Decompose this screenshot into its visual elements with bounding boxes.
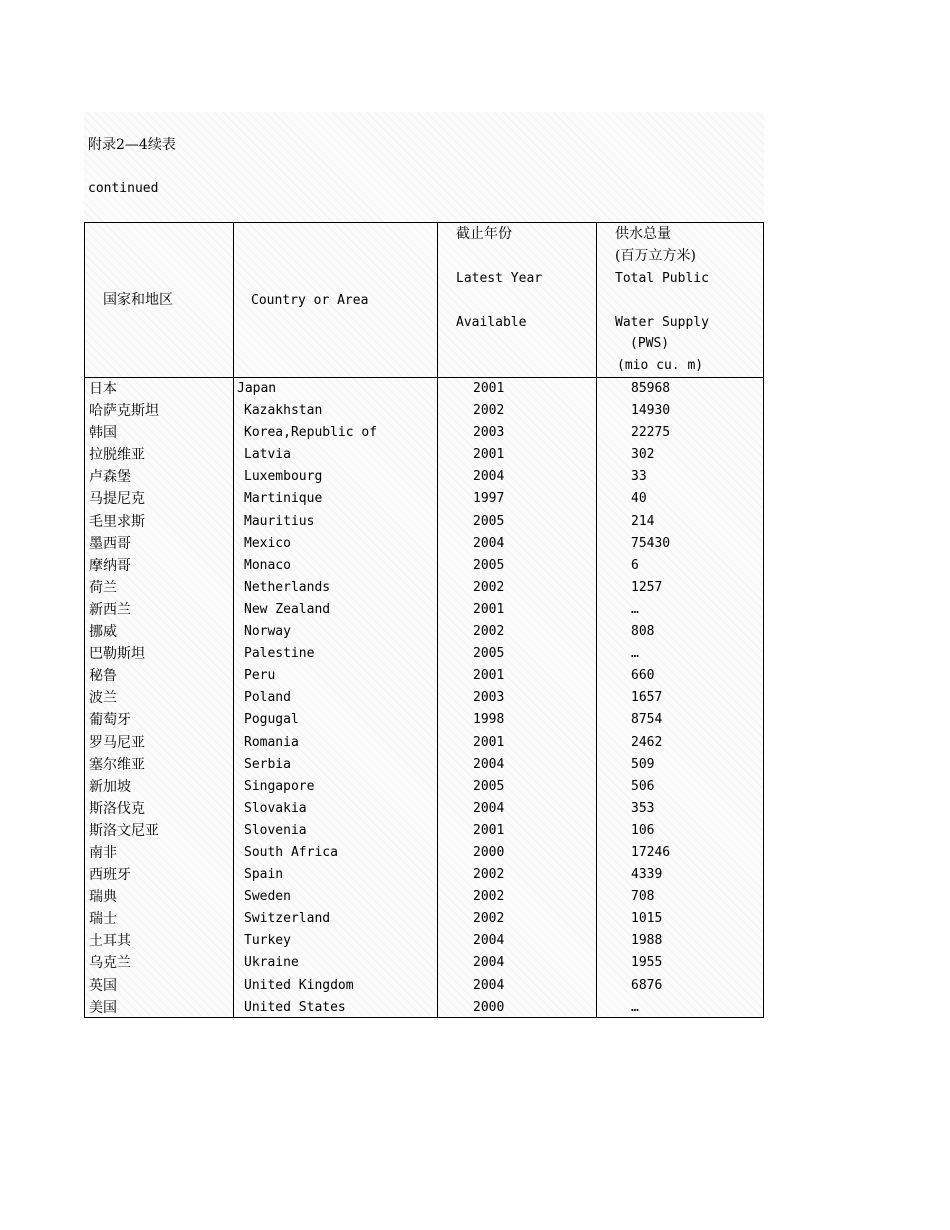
table-caption-en: continued [88, 181, 159, 196]
cell-country-en: Slovenia [244, 822, 307, 838]
cell-country-cn: 摩纳哥 [89, 557, 131, 574]
cell-pws: 85968 [631, 381, 671, 396]
cell-pws: 1257 [631, 579, 663, 595]
cell-country-en: Slovakia [244, 800, 307, 816]
cell-year: 2004 [473, 469, 505, 485]
header-country-cn: 国家和地区 [103, 292, 173, 308]
cell-country-en: Turkey [244, 933, 291, 949]
cell-country-en: Romania [244, 734, 299, 750]
cell-country-cn: 秘鲁 [89, 668, 117, 685]
cell-year: 2002 [473, 403, 505, 419]
cell-pws: 509 [631, 756, 655, 772]
table-row [85, 687, 763, 709]
table-row [85, 511, 763, 533]
cell-country-en: Korea,Republic of [244, 425, 378, 441]
cell-country-cn: 挪威 [89, 624, 117, 641]
cell-year: 2004 [473, 800, 505, 816]
table-row [85, 577, 763, 599]
cell-country-en: Norway [244, 624, 291, 640]
cell-country-en: Sweden [244, 889, 291, 905]
data-table [84, 222, 764, 1018]
cell-year: 2004 [473, 977, 505, 993]
cell-country-en: United Kingdom [244, 977, 354, 993]
cell-pws: 22275 [631, 425, 671, 441]
cell-pws: 106 [631, 822, 655, 838]
cell-pws: 708 [631, 889, 655, 905]
table-row [85, 930, 763, 952]
cell-country-cn: 新西兰 [89, 601, 131, 618]
cell-year: 2003 [473, 690, 505, 706]
cell-year: 2001 [473, 601, 505, 617]
table-caption-cn: 附录2—4续表 [88, 137, 176, 153]
cell-pws: 17246 [631, 844, 671, 860]
cell-year: 2004 [473, 933, 505, 949]
cell-country-en: Poland [244, 690, 291, 706]
cell-year: 2004 [473, 955, 505, 971]
cell-year: 2005 [473, 513, 505, 529]
table-row [85, 533, 763, 555]
cell-country-en: Palestine [244, 646, 315, 662]
cell-pws: 506 [631, 778, 655, 794]
cell-country-cn: 瑞士 [89, 911, 117, 928]
cell-pws: 353 [631, 800, 655, 816]
cell-country-cn: 葡萄牙 [89, 712, 131, 729]
cell-country-cn: 土耳其 [89, 933, 131, 950]
cell-pws: 2462 [631, 734, 663, 750]
table-row [85, 466, 763, 488]
table-row [85, 952, 763, 974]
table-row [85, 842, 763, 864]
table-row [85, 555, 763, 577]
table-body [85, 378, 763, 1019]
cell-pws: … [631, 601, 639, 617]
header-pws-cn-1: 供水总量 [615, 226, 671, 242]
header-year-en-2: Available [456, 315, 527, 330]
cell-year: 2002 [473, 867, 505, 883]
cell-pws: 6876 [631, 977, 663, 993]
cell-country-cn: 西班牙 [89, 867, 131, 884]
cell-country-en: Spain [244, 867, 284, 883]
cell-country-cn: 斯洛伐克 [89, 800, 145, 817]
table-row [85, 643, 763, 665]
header-pws-en-3: (PWS) [630, 336, 670, 351]
cell-year: 1997 [473, 491, 505, 507]
cell-country-en: Peru [244, 668, 276, 684]
table-row [85, 665, 763, 687]
cell-year: 1998 [473, 712, 505, 728]
cell-country-cn: 荷兰 [89, 579, 117, 596]
header-pws-en-4: (mio cu. m) [617, 358, 704, 373]
table-row [85, 599, 763, 621]
cell-pws: 660 [631, 668, 655, 684]
cell-pws: 6 [631, 557, 639, 573]
cell-country-en: Ukraine [244, 955, 299, 971]
cell-country-en: Switzerland [244, 911, 331, 927]
cell-year: 2001 [473, 822, 505, 838]
cell-country-en: Mauritius [244, 513, 315, 529]
cell-country-cn: 英国 [89, 977, 117, 994]
header-pws-cn-2: (百万立方米) [615, 248, 696, 264]
cell-country-en: Kazakhstan [244, 403, 323, 419]
cell-country-cn: 马提尼克 [89, 491, 145, 508]
cell-country-en: Japan [237, 381, 277, 396]
table-row [85, 488, 763, 510]
cell-year: 2004 [473, 535, 505, 551]
cell-year: 2001 [473, 734, 505, 750]
cell-year: 2002 [473, 889, 505, 905]
cell-year: 2005 [473, 778, 505, 794]
header-year-cn: 截止年份 [456, 226, 512, 242]
header-country-en: Country or Area [251, 293, 369, 308]
cell-year: 2001 [473, 381, 505, 396]
cell-year: 2005 [473, 557, 505, 573]
cell-country-en: Serbia [244, 756, 291, 772]
cell-country-cn: 墨西哥 [89, 535, 131, 552]
cell-country-cn: 南非 [89, 844, 117, 861]
cell-pws: 8754 [631, 712, 663, 728]
cell-pws: 1988 [631, 933, 663, 949]
table-row [85, 798, 763, 820]
table-row [85, 997, 763, 1019]
table-row [85, 754, 763, 776]
cell-year: 2000 [473, 999, 505, 1015]
cell-year: 2001 [473, 668, 505, 684]
table-row [85, 975, 763, 997]
table-row [85, 378, 763, 400]
header-year-en-1: Latest Year [456, 271, 543, 286]
table-row [85, 400, 763, 422]
cell-country-en: Monaco [244, 557, 291, 573]
cell-pws: 33 [631, 469, 647, 485]
cell-year: 2002 [473, 911, 505, 927]
cell-year: 2000 [473, 844, 505, 860]
cell-country-cn: 韩国 [89, 425, 117, 442]
cell-country-en: Netherlands [244, 579, 331, 595]
cell-country-en: Martinique [244, 491, 323, 507]
table-row [85, 820, 763, 842]
table-row [85, 908, 763, 930]
cell-country-cn: 卢森堡 [89, 469, 131, 486]
cell-country-cn: 乌克兰 [89, 955, 131, 972]
cell-pws: 1657 [631, 690, 663, 706]
cell-year: 2002 [473, 579, 505, 595]
cell-country-cn: 日本 [89, 381, 117, 397]
cell-country-cn: 塞尔维亚 [89, 756, 145, 773]
cell-country-cn: 拉脱维亚 [89, 447, 145, 464]
cell-country-en: Pogugal [244, 712, 299, 728]
cell-country-en: United States [244, 999, 346, 1015]
table-row [85, 864, 763, 886]
cell-pws: 1955 [631, 955, 663, 971]
cell-country-cn: 巴勒斯坦 [89, 646, 145, 663]
cell-country-cn: 波兰 [89, 690, 117, 707]
cell-country-en: Latvia [244, 447, 291, 463]
cell-pws: … [631, 999, 639, 1015]
table-row [85, 444, 763, 466]
cell-country-en: Singapore [244, 778, 315, 794]
table-row [85, 709, 763, 731]
header-pws-en-2: Water Supply [615, 315, 709, 330]
cell-year: 2005 [473, 646, 505, 662]
table-row [85, 776, 763, 798]
table-row [85, 621, 763, 643]
cell-year: 2003 [473, 425, 505, 441]
cell-pws: 4339 [631, 867, 663, 883]
header-pws-en-1: Total Public [615, 271, 709, 286]
cell-country-en: New Zealand [244, 601, 331, 617]
cell-pws: 1015 [631, 911, 663, 927]
cell-country-cn: 哈萨克斯坦 [89, 403, 159, 420]
cell-country-cn: 斯洛文尼亚 [89, 822, 159, 839]
cell-country-en: Luxembourg [244, 469, 323, 485]
table-row [85, 422, 763, 444]
cell-pws: 14930 [631, 403, 671, 419]
cell-year: 2004 [473, 756, 505, 772]
cell-pws: 214 [631, 513, 655, 529]
cell-pws: … [631, 646, 639, 662]
cell-country-cn: 美国 [89, 999, 117, 1016]
cell-pws: 302 [631, 447, 655, 463]
cell-year: 2001 [473, 447, 505, 463]
cell-country-cn: 新加坡 [89, 778, 131, 795]
cell-pws: 808 [631, 624, 655, 640]
table-row [85, 886, 763, 908]
cell-country-cn: 瑞典 [89, 889, 117, 906]
cell-pws: 75430 [631, 535, 671, 551]
cell-country-cn: 毛里求斯 [89, 513, 145, 530]
cell-country-cn: 罗马尼亚 [89, 734, 145, 751]
table-row [85, 732, 763, 754]
cell-country-en: Mexico [244, 535, 291, 551]
cell-pws: 40 [631, 491, 647, 507]
cell-country-en: South Africa [244, 844, 338, 860]
cell-year: 2002 [473, 624, 505, 640]
